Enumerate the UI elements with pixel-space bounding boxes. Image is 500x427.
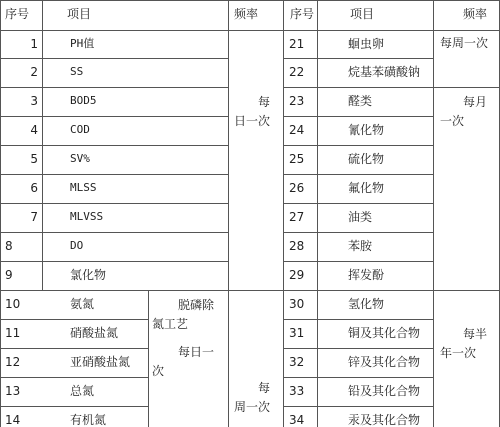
right-row-item: 氢化物 (348, 297, 385, 311)
right-row-item: 锌及其化合物 (348, 355, 421, 369)
freq-process-line3: 每日一 (178, 345, 215, 359)
left-row-number: 5 (30, 152, 38, 166)
column-divider (433, 0, 434, 427)
left-row-number: 3 (30, 94, 38, 108)
header-seq-right: 序号 (290, 7, 315, 21)
row-divider (0, 174, 228, 175)
right-row-item: 醛类 (348, 94, 373, 108)
left-row-item: 氯化物 (70, 268, 107, 282)
left-row-number: 10 (5, 297, 21, 311)
row-divider (0, 145, 228, 146)
left-row-number: 13 (5, 384, 21, 398)
freq-daily-bottom (148, 290, 283, 291)
left-row-number: 11 (5, 326, 21, 340)
row-divider (0, 58, 228, 59)
left-row-number: 8 (5, 239, 13, 253)
left-row-item: SS (70, 65, 84, 78)
right-row-number: 21 (289, 37, 305, 51)
header-bottom-border (0, 30, 500, 31)
left-row-item: BOD5 (70, 94, 97, 107)
left-row-item: MLVSS (70, 210, 104, 223)
column-divider (148, 290, 149, 427)
right-row-number: 22 (289, 65, 305, 79)
right-row-item: 蛔虫卵 (348, 37, 385, 51)
right-row-number: 26 (289, 181, 305, 195)
right-row-number: 30 (289, 297, 305, 311)
table-left-border (0, 0, 1, 427)
right-row-item: 氰化物 (348, 123, 385, 137)
left-row-item: 有机氮 (70, 413, 107, 427)
left-row-item: COD (70, 123, 90, 136)
left-row-item: 亚硝酸盐氮 (70, 355, 131, 369)
freq-weekly-right: 每周一次 (440, 36, 489, 50)
row-divider (283, 348, 433, 349)
row-divider (283, 203, 433, 204)
header-freq-right: 频率 (463, 7, 488, 21)
left-row-item: 硝酸盐氮 (70, 326, 119, 340)
left-row-number: 14 (5, 413, 21, 427)
row-divider (0, 406, 148, 407)
freq-weekly-line1: 每 (258, 381, 271, 395)
left-row-number: 2 (30, 65, 38, 79)
table-top-border (0, 0, 500, 1)
header-freq-left: 频率 (234, 7, 259, 21)
header-seq-left: 序号 (5, 7, 30, 21)
row-divider (0, 232, 228, 233)
row-divider (283, 290, 433, 291)
row-divider (0, 203, 228, 204)
row-divider (283, 319, 433, 320)
freq-process-line2: 氮工艺 (152, 317, 189, 331)
row-divider (283, 232, 433, 233)
right-row-item: 硫化物 (348, 152, 385, 166)
header-item-left: 项目 (67, 7, 92, 21)
row-divider (283, 174, 433, 175)
left-row-number: 12 (5, 355, 21, 369)
row-divider (283, 58, 433, 59)
row-divider (283, 145, 433, 146)
freq-process-line4: 次 (152, 364, 165, 378)
left-row-item: MLSS (70, 181, 97, 194)
row-divider (0, 377, 148, 378)
right-row-number: 23 (289, 94, 305, 108)
left-row-number: 1 (30, 37, 38, 51)
freq-halfyear-line1: 每半 (463, 327, 488, 341)
row-divider (283, 116, 433, 117)
right-row-item: 烷基苯磺酸钠 (348, 65, 421, 79)
freq-daily-line1: 每 (258, 95, 271, 109)
freq-monthly-line1: 每月 (463, 95, 488, 109)
freq-daily-line2: 日一次 (234, 114, 271, 128)
left-row-item: DO (70, 239, 84, 252)
left-row-number: 9 (5, 268, 13, 282)
freq-monthly-bottom (433, 290, 500, 291)
left-row-item: 氨氮 (70, 297, 95, 311)
row-divider (0, 116, 228, 117)
row-divider (0, 319, 148, 320)
header-item-right: 项目 (350, 7, 375, 21)
left-row-item: PH值 (70, 37, 95, 50)
left-row-item: SV% (70, 152, 90, 165)
right-row-item: 挥发酚 (348, 268, 385, 282)
freq-process-line1: 脱磷除 (178, 298, 215, 312)
right-row-number: 28 (289, 239, 305, 253)
right-row-number: 24 (289, 123, 305, 137)
row-divider (0, 348, 148, 349)
row-divider (283, 406, 433, 407)
freq-halfyear-line2: 年一次 (440, 346, 477, 360)
right-row-item: 氟化物 (348, 181, 385, 195)
right-row-number: 33 (289, 384, 305, 398)
column-divider (317, 0, 318, 427)
right-row-number: 27 (289, 210, 305, 224)
row-divider (0, 261, 228, 262)
freq-monthly-line2: 一次 (440, 114, 465, 128)
freq-weekly-line2: 周一次 (234, 400, 271, 414)
right-row-number: 34 (289, 413, 305, 427)
column-divider (228, 0, 229, 427)
left-row-item: 总氮 (70, 384, 95, 398)
left-row-number: 7 (30, 210, 38, 224)
right-row-item: 铜及其化合物 (348, 326, 421, 340)
right-row-item: 汞及其化合物 (348, 413, 421, 427)
left-row-number: 6 (30, 181, 38, 195)
right-row-item: 铅及其化合物 (348, 384, 421, 398)
left-row-number: 4 (30, 123, 38, 137)
right-row-item: 苯胺 (348, 239, 373, 253)
right-row-number: 31 (289, 326, 305, 340)
row-divider (283, 87, 433, 88)
right-row-number: 29 (289, 268, 305, 282)
right-row-number: 25 (289, 152, 305, 166)
right-row-number: 32 (289, 355, 305, 369)
row-divider (283, 261, 433, 262)
row-divider (0, 87, 228, 88)
column-divider (283, 0, 284, 427)
freq-weekly-bottom (433, 87, 500, 88)
right-row-item: 油类 (348, 210, 373, 224)
row-divider (283, 377, 433, 378)
